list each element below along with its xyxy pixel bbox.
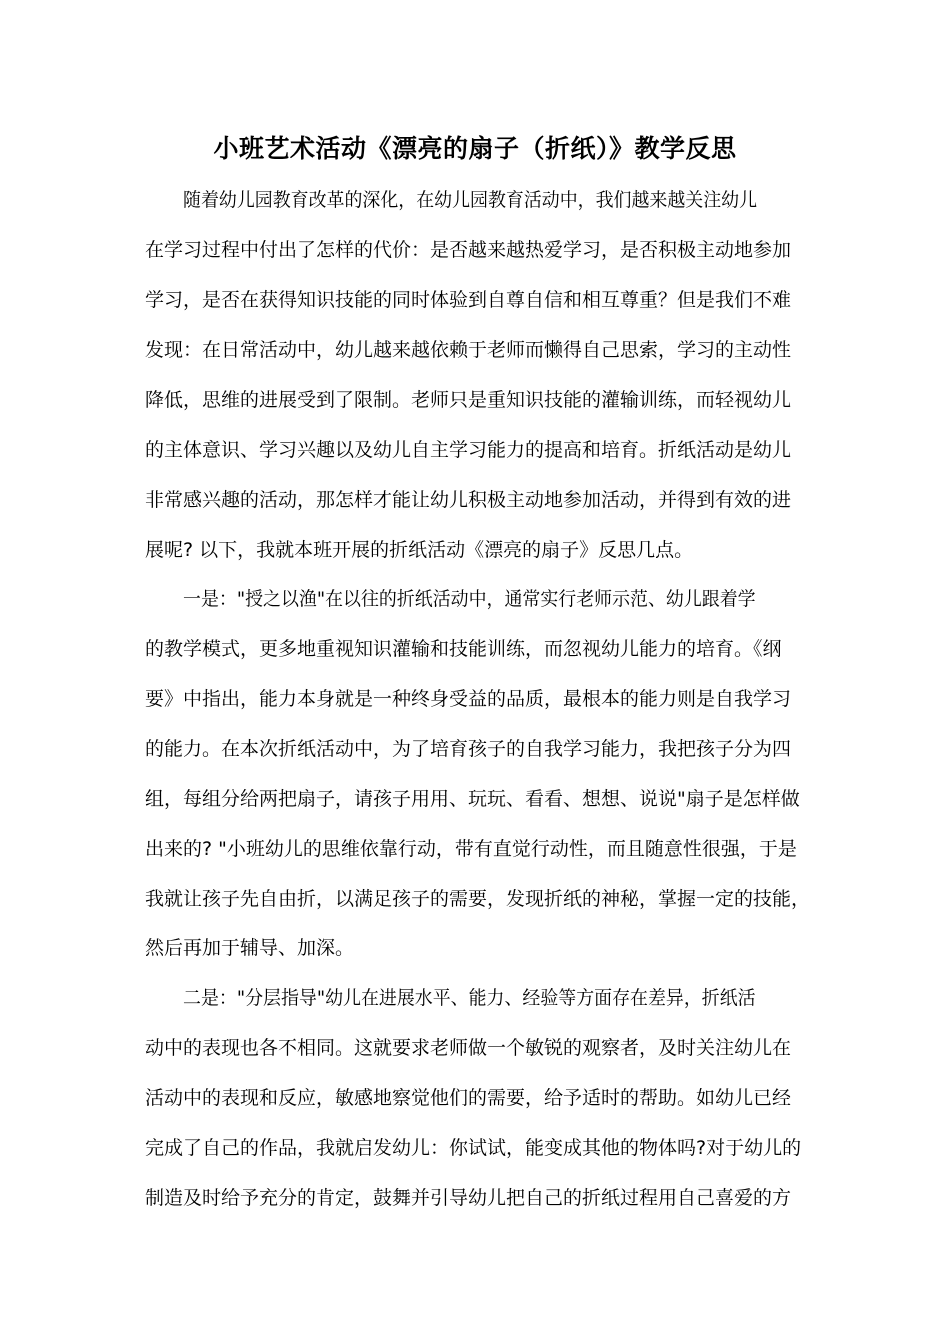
paragraph-line: 完成了自己的作品，我就启发幼儿：你试试，能变成其他的物体吗?对于幼儿的 xyxy=(145,1137,802,1159)
paragraph-line: 制造及时给予充分的肯定，鼓舞并引导幼儿把自己的折纸过程用自己喜爱的方 xyxy=(145,1187,792,1209)
paragraph-line: 组，每组分给两把扇子，请孩子用用、玩玩、看看、想想、说说"扇子是怎样做 xyxy=(145,788,800,810)
paragraph-line: 发现：在日常活动中，幼儿越来越依赖于老师而懒得自己思索，学习的主动性 xyxy=(145,339,792,361)
paragraph-line: 的教学模式，更多地重视知识灌输和技能训练，而忽视幼儿能力的培育。《纲 xyxy=(145,638,782,660)
paragraph-line: 动中的表现也各不相同。这就要求老师做一个敏锐的观察者，及时关注幼儿在 xyxy=(145,1037,792,1059)
paragraph-line: 出来的? "小班幼儿的思维依靠行动，带有直觉行动性，而且随意性很强，于是 xyxy=(145,838,797,860)
paragraph-line: 降低，思维的进展受到了限制。老师只是重知识技能的灌输训练，而轻视幼儿 xyxy=(145,389,792,411)
paragraph-line: 的主体意识、学习兴趣以及幼儿自主学习能力的提高和培育。折纸活动是幼儿 xyxy=(145,439,792,461)
paragraph-line: 二是："分层指导"幼儿在进展水平、能力、经验等方面存在差异，折纸活 xyxy=(183,987,756,1009)
paragraph-line: 非常感兴趣的活动，那怎样才能让幼儿积极主动地参加活动，并得到有效的进 xyxy=(145,489,792,511)
paragraph-line: 一是："授之以渔"在以往的折纸活动中，通常实行老师示范、幼儿跟着学 xyxy=(183,588,756,610)
paragraph-line: 的能力。在本次折纸活动中，为了培育孩子的自我学习能力，我把孩子分为四 xyxy=(145,738,792,760)
paragraph-line: 我就让孩子先自由折，以满足孩子的需要，发现折纸的神秘，掌握一定的技能， xyxy=(145,888,811,910)
document-title: 小班艺术活动《漂亮的扇子（折纸）》教学反思 xyxy=(213,134,737,163)
paragraph-line: 展呢? 以下，我就本班开展的折纸活动《漂亮的扇子》反思几点。 xyxy=(145,539,694,561)
paragraph-line: 活动中的表现和反应，敏感地察觉他们的需要，给予适时的帮助。如幼儿已经 xyxy=(145,1087,792,1109)
paragraph-line: 然后再加于辅导、加深。 xyxy=(145,937,355,959)
paragraph-line: 学习，是否在获得知识技能的同时体验到自尊自信和相互尊重？但是我们不难 xyxy=(145,289,792,311)
paragraph-line: 在学习过程中付出了怎样的代价：是否越来越热爱学习，是否积极主动地参加 xyxy=(145,239,792,261)
paragraph-line: 要》中指出，能力本身就是一种终身受益的品质，最根本的能力则是自我学习 xyxy=(145,688,792,710)
paragraph-line: 随着幼儿园教育改革的深化，在幼儿园教育活动中，我们越来越关注幼儿 xyxy=(183,189,758,211)
